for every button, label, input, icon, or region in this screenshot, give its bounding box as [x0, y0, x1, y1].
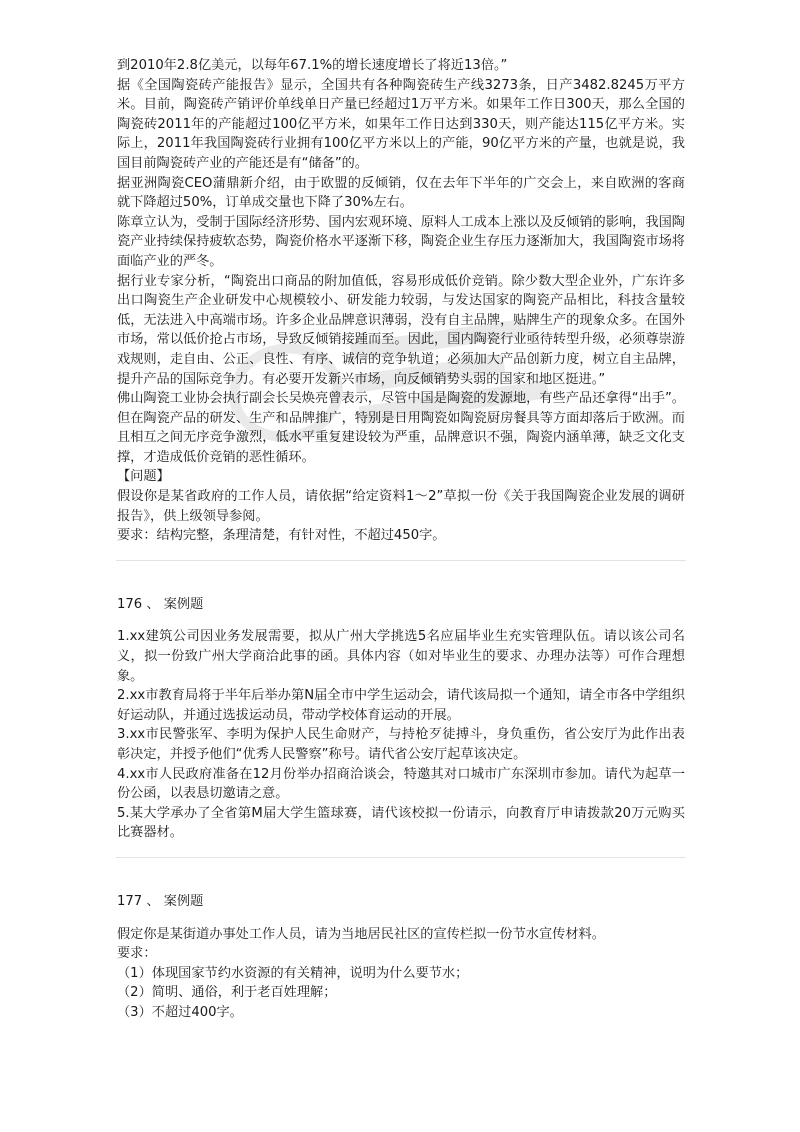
spacer: [117, 561, 685, 595]
requirement-item: （2）简明、通俗，利于老百姓理解；: [117, 985, 337, 1001]
requirement-item: （3）不超过400字。: [117, 1004, 243, 1020]
section-heading: 176 、 案例题: [117, 596, 204, 612]
paragraph: 假设你是某省政府的工作人员，请依据“给定资料1～2”草拟一份《关于我国陶瓷企业发展的调研报告》，供上级领导参阅。: [117, 489, 685, 524]
case-item: 4.xx市人民政府准备在12月份举办招商洽谈会，特邀其对口城市广东深圳市参加。请代为起草一份公函，以表恳切邀请之意。: [117, 766, 685, 802]
case-item: 1.xx建筑公司因业务发展需要，拟从广州大学挑选5名应届毕业生充实管理队伍。请以该公司名义，拟一份致广州大学商洽此事的函。具体内容（如对毕业生的要求、办理办法等）可作合理想象。: [117, 629, 685, 684]
paragraph: 据亚洲陶瓷CEO蒲鼎新介绍，由于欧盟的反倾销，仅在去年下半年的广交会上，来自欧洲的客商就下降超过50%，订单成交量也下降了30%左右。: [117, 175, 685, 211]
requirement-label: 要求：: [117, 946, 157, 962]
requirement-item: （1）体现国家节约水资源的有关精神，说明为什么要节水；: [117, 965, 469, 981]
case-item: 2.xx市教育局将于半年后举办第N届全市中学生运动会，请代该局拟一个通知，请全市各中学组织好运动队，并通过选拔运动员，带动学校体育运动的开展。: [117, 688, 685, 723]
paragraph: 佛山陶瓷工业协会执行副会长吴焕亮曾表示，尽管中国是陶瓷的发源地，有些产品还拿得“出手”。但在陶瓷产品的研发、生产和品牌推广，特别是日用陶瓷如陶瓷厨房餐具等方面却落后于欧洲。而且相互之间无序竞争激烈，低水平重复建设较为严重，品牌意识不强，陶瓷内涵单薄，缺乏文化支撑，才造成低价竞销的恶性循环。: [117, 391, 685, 465]
question-label: 【问题】: [117, 469, 170, 485]
document-page: [117, 56, 685, 1023]
section-176: [117, 595, 685, 843]
case-item: 3.xx市民警张军、李明为保护人民生命财产，与持枪歹徒搏斗，身负重伤，省公安厅为此作出表彰决定，并授予他们“优秀人民警察”称号。请代省公安厅起草该决定。: [117, 727, 685, 762]
spacer: [117, 614, 685, 627]
section-177: [117, 892, 685, 1023]
section-heading: 177 、 案例题: [117, 893, 204, 909]
paragraph: 到2010年2.8亿美元，以每年67.1%的增长速度增长了将近13倍。”: [117, 58, 508, 73]
paragraph: 假定你是某街道办事处工作人员，请为当地居民社区的宣传栏拟一份节水宣传材料。: [117, 926, 605, 942]
requirement: 要求：结构完整，条理清楚，有针对性，不超过450字。: [117, 528, 446, 544]
section-175: [117, 56, 685, 546]
case-item: 5.某大学承办了全省第M届大学生篮球赛，请代该校拟一份请示，向教育厅申请拨款20万元购买比赛器材。: [117, 805, 685, 841]
paragraph: 据《全国陶瓷砖产能报告》显示，全国共有各种陶瓷砖生产线3273条，日产3482.8245万平方米。目前，陶瓷砖产销评价单线单日产量已经超过1万平方米。如果年工作日300天，那么全国的陶瓷砖2011年的产能超过100亿平方米，如果年工作日达到330天，则产能达115亿平方米。实际上，2011年我国陶瓷砖行业拥有100亿平方米以上的产能，90亿平方米的产量，也就是说，我国目前陶瓷砖产业的产能还是有“储备”的。: [117, 77, 685, 171]
paragraph: 据行业专家分析，“陶瓷出口商品的附加值低，容易形成低价竞销。除少数大型企业外，广东许多出口陶瓷生产企业研发中心规模较小、研发能力较弱，与发达国家的陶瓷产品相比，科技含量较低，无法进入中高端市场。许多企业品牌意识薄弱，没有自主品牌，贴牌生产的现象众多。在国外市场，常以低价抢占市场，导致反倾销接踵而至。因此，国内陶瓷行业亟待转型升级，必须尊崇游戏规则，走自由、公正、良性、有序、诚信的竞争轨道；必须加大产品创新力度，树立自主品牌，提升产品的国际竞争力。有必要开发新兴市场，向反倾销势头弱的国家和地区挺进。”: [117, 273, 685, 387]
spacer: [117, 858, 685, 892]
paragraph: 陈章立认为，受制于国际经济形势、国内宏观环境、原料人工成本上涨以及反倾销的影响，我国陶瓷产业持续保持疲软态势，陶瓷价格水平逐渐下移，陶瓷企业生存压力逐渐加大，我国陶瓷市场将面临产业的严冬。: [117, 214, 685, 269]
spacer: [117, 912, 685, 925]
